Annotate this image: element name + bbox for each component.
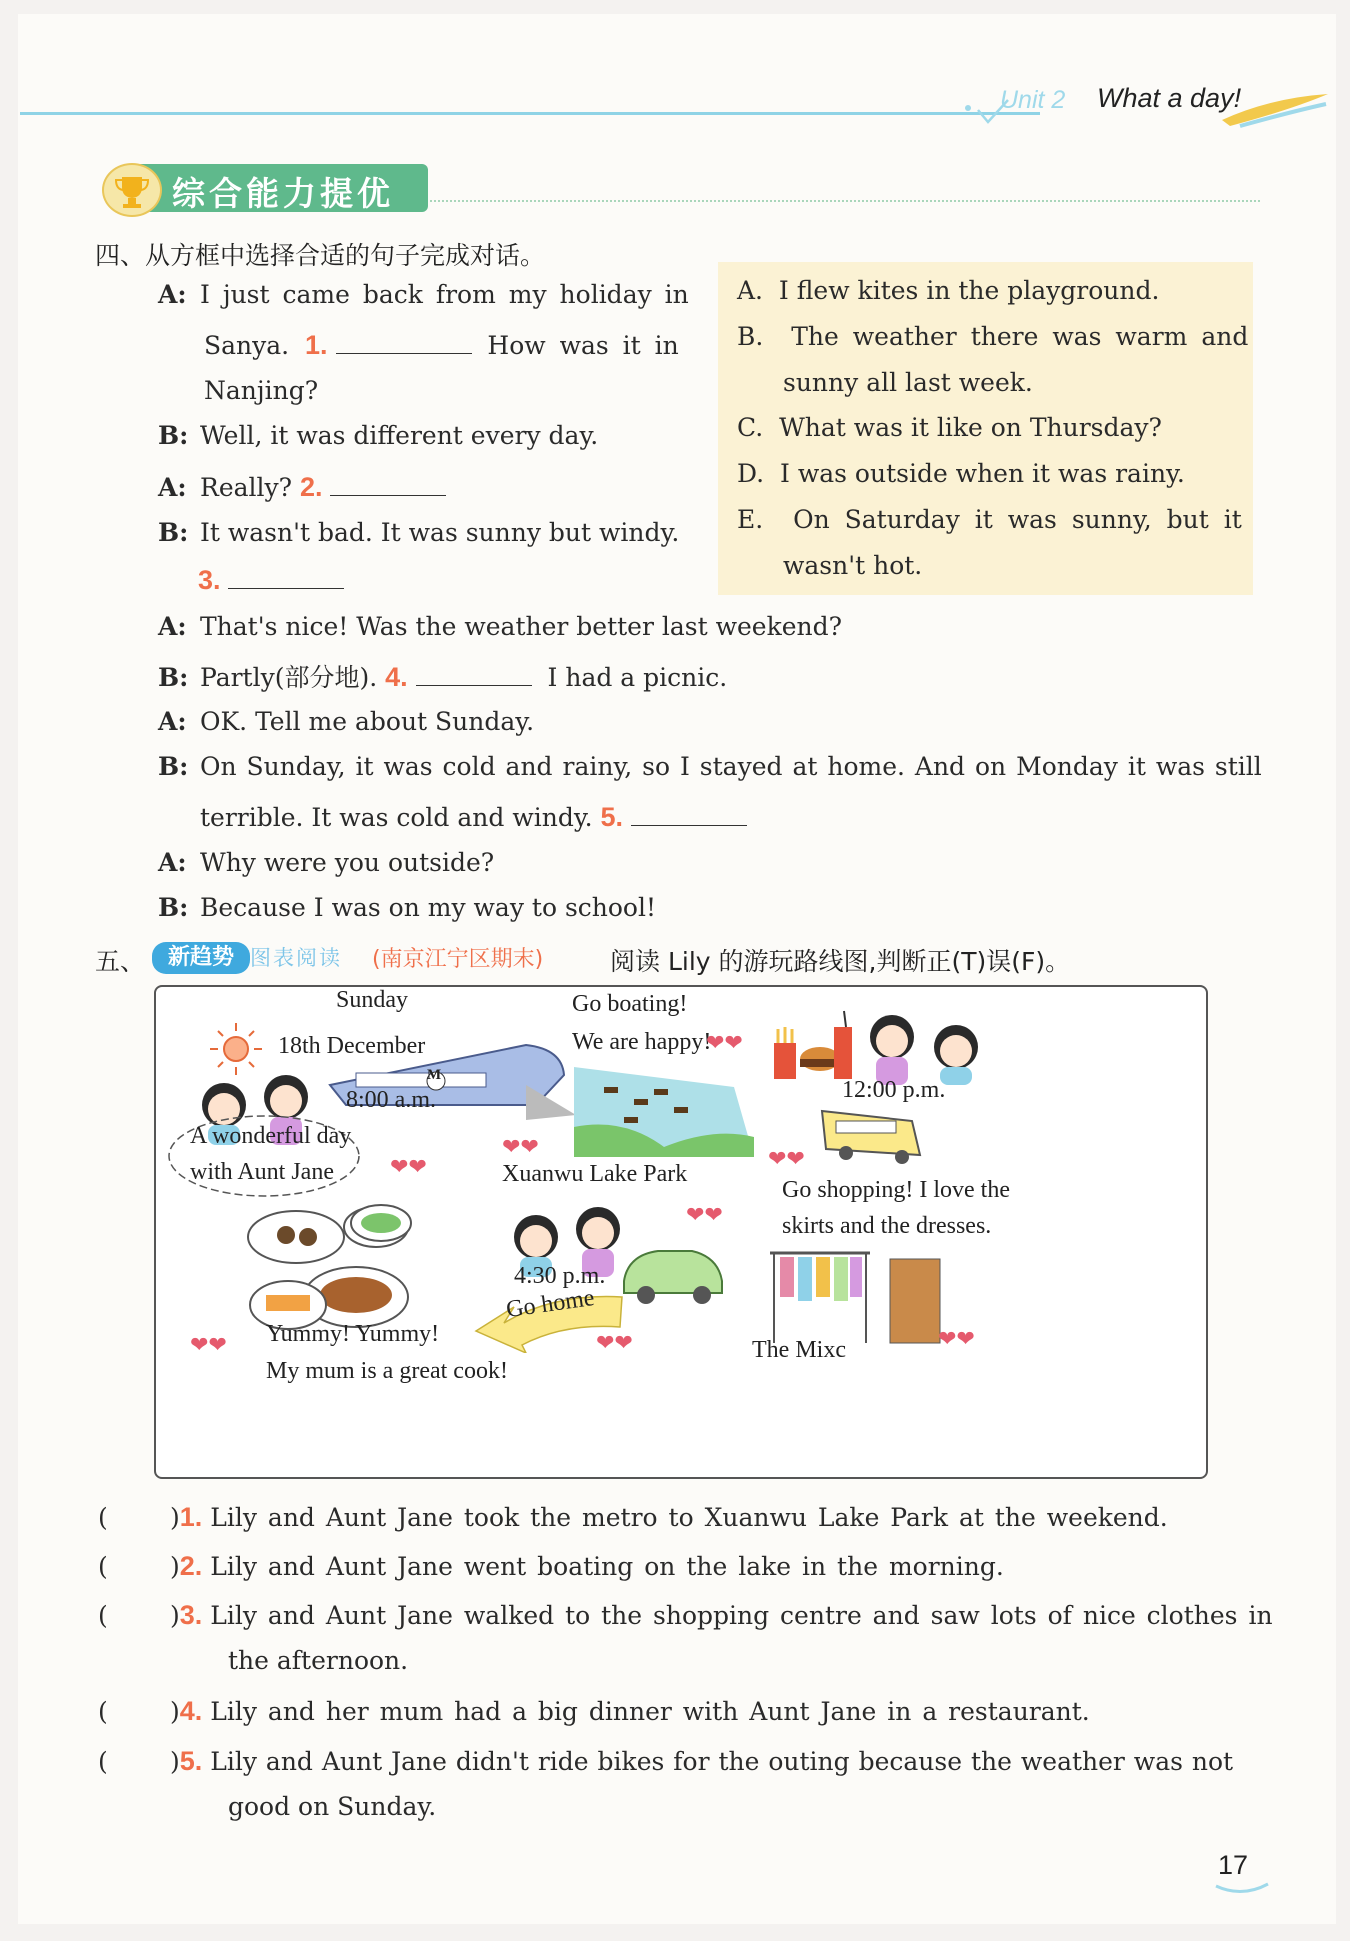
dialogue-line-1: A: I just came back from my holiday in <box>158 280 689 309</box>
label-noon: 12:00 p.m. <box>842 1077 946 1103</box>
girls-right-illustration <box>856 1007 996 1087</box>
answer-paren-open: ( <box>98 1503 108 1532</box>
taxi-car-illustration <box>618 1237 728 1307</box>
dialogue-line-14: B: Because I was on my way to school! <box>158 893 657 922</box>
route-map <box>154 985 1208 1479</box>
option-b: B. The weather there was warm and <box>737 322 1249 351</box>
dialogue-line-9: B: Partly(部分地). 4. I had a picnic. <box>158 662 728 692</box>
heart-icon: ❤❤ <box>190 1333 227 1358</box>
page-number: 17 <box>1218 1850 1249 1880</box>
fast-food-illustration <box>768 1007 858 1087</box>
q5-source: (南京江宁区期末) <box>372 947 544 972</box>
header-title: What a day! <box>1097 83 1242 113</box>
heart-icon: ❤❤ <box>938 1327 975 1352</box>
label-mixc: The Mixc <box>752 1337 846 1363</box>
option-e: E. On Saturday it was sunny, but it <box>737 505 1242 534</box>
label-date: 18th December <box>278 1033 426 1059</box>
chart-reading-tag: 图表阅读 <box>250 946 342 970</box>
page-number-swoosh-icon <box>1212 1880 1272 1900</box>
answer-slot-1[interactable] <box>112 1500 168 1534</box>
label-cook: My mum is a great cook! <box>266 1358 508 1384</box>
dialogue-line-12: terrible. It was cold and windy. 5. <box>200 802 747 833</box>
label-home-time: 4:30 p.m. <box>514 1263 606 1289</box>
tf-item-2: )2. Lily and Aunt Jane went boating on the lake in the morning. <box>170 1551 1004 1581</box>
trend-tag: 新趋势 <box>152 942 250 974</box>
answer-slot-4[interactable] <box>112 1694 168 1728</box>
tf-item-3: )3. Lily and Aunt Jane walked to the shopping centre and saw lots of nice clothes in <box>170 1600 1273 1630</box>
dialogue-line-7: 3. <box>198 565 344 596</box>
trophy-icon <box>102 163 162 217</box>
label-go-home: Go home <box>504 1284 596 1324</box>
dialogue-line-2: Sanya. 1. How was it in <box>204 330 679 360</box>
tf-item-4: )4. Lily and her mum had a big dinner with Aunt Jane in a restaurant. <box>170 1696 1090 1726</box>
answer-paren-open: ( <box>98 1697 108 1726</box>
dialogue-line-5: A: Really? 2. <box>158 472 446 503</box>
q5-instruction: 阅读 Lily 的游玩路线图,判断正(T)误(F)。 <box>610 947 1071 976</box>
blank-5[interactable] <box>631 803 747 826</box>
blank-3[interactable] <box>228 566 344 589</box>
heart-icon: ❤❤ <box>768 1147 805 1172</box>
blank-2[interactable] <box>330 473 446 496</box>
dialogue-line-13: A: Why were you outside? <box>158 848 495 877</box>
label-shopping-1: Go shopping! I love the <box>782 1177 1010 1203</box>
tf-item-3-cont: the afternoon. <box>228 1646 409 1675</box>
lake-illustration <box>564 1057 764 1167</box>
q4-heading: 四、从方框中选择合适的句子完成对话。 <box>95 241 546 270</box>
dialogue-line-8: A: That's nice! Was the weather better last weekend? <box>158 612 843 641</box>
q5-prefix: 五、 <box>95 947 146 976</box>
label-boating-2: We are happy! <box>572 1029 712 1055</box>
banner-divider <box>430 200 1260 202</box>
option-d: D. I was outside when it was rainy. <box>737 459 1185 488</box>
heart-icon: ❤❤ <box>706 1031 743 1056</box>
header-rule <box>20 112 1040 115</box>
option-a: A. I flew kites in the playground. <box>737 276 1160 305</box>
label-park: Xuanwu Lake Park <box>502 1161 688 1187</box>
bubble-line-1: A wonderful day <box>190 1123 352 1149</box>
label-metro-time: 8:00 a.m. <box>346 1087 436 1113</box>
dialogue-line-3: Nanjing? <box>204 376 319 405</box>
label-sunday: Sunday <box>336 987 408 1013</box>
metro-sign: M <box>427 1067 442 1083</box>
tf-item-5-cont: good on Sunday. <box>228 1792 437 1821</box>
answer-slot-5[interactable] <box>112 1744 168 1778</box>
answer-paren-open: ( <box>98 1747 108 1776</box>
heart-icon: ❤❤ <box>390 1155 427 1180</box>
label-shopping-2: skirts and the dresses. <box>782 1213 992 1239</box>
dialogue-line-11: B: On Sunday, it was cold and rainy, so I stayed at home. And on Monday it was still <box>158 752 1262 781</box>
dialogue-line-6: B: It wasn't bad. It was sunny but windy. <box>158 518 680 547</box>
tf-item-5: )5. Lily and Aunt Jane didn't ride bikes for the outing because the weather was not <box>170 1746 1234 1776</box>
option-b-cont: sunny all last week. <box>783 368 1033 397</box>
label-yummy: Yummy! Yummy! <box>266 1321 440 1347</box>
bus-illustration <box>816 1097 926 1167</box>
answer-slot-2[interactable] <box>112 1549 168 1583</box>
heart-icon: ❤❤ <box>502 1135 539 1160</box>
bubble-line-2: with Aunt Jane <box>190 1159 334 1185</box>
blank-1[interactable] <box>336 331 472 354</box>
greens-illustration <box>346 1197 416 1247</box>
label-boating-1: Go boating! <box>572 991 688 1017</box>
heart-icon: ❤❤ <box>596 1331 633 1356</box>
heart-icon: ❤❤ <box>686 1203 723 1228</box>
dialogue-line-4: B: Well, it was different every day. <box>158 421 599 450</box>
answer-paren-open: ( <box>98 1601 108 1630</box>
section-banner-title: 综合能力提优 <box>172 174 394 213</box>
header-unit: Unit 2 <box>1000 86 1066 114</box>
header-swoosh-icon <box>1220 92 1330 132</box>
blank-4[interactable] <box>416 663 532 686</box>
option-c: C. What was it like on Thursday? <box>737 413 1162 442</box>
option-e-cont: wasn't hot. <box>783 551 923 580</box>
answer-slot-3[interactable] <box>112 1598 168 1632</box>
dialogue-line-10: A: OK. Tell me about Sunday. <box>158 707 535 736</box>
answer-paren-open: ( <box>98 1552 108 1581</box>
tf-item-1: )1. Lily and Aunt Jane took the metro to Xuanwu Lake Park at the weekend. <box>170 1502 1168 1532</box>
